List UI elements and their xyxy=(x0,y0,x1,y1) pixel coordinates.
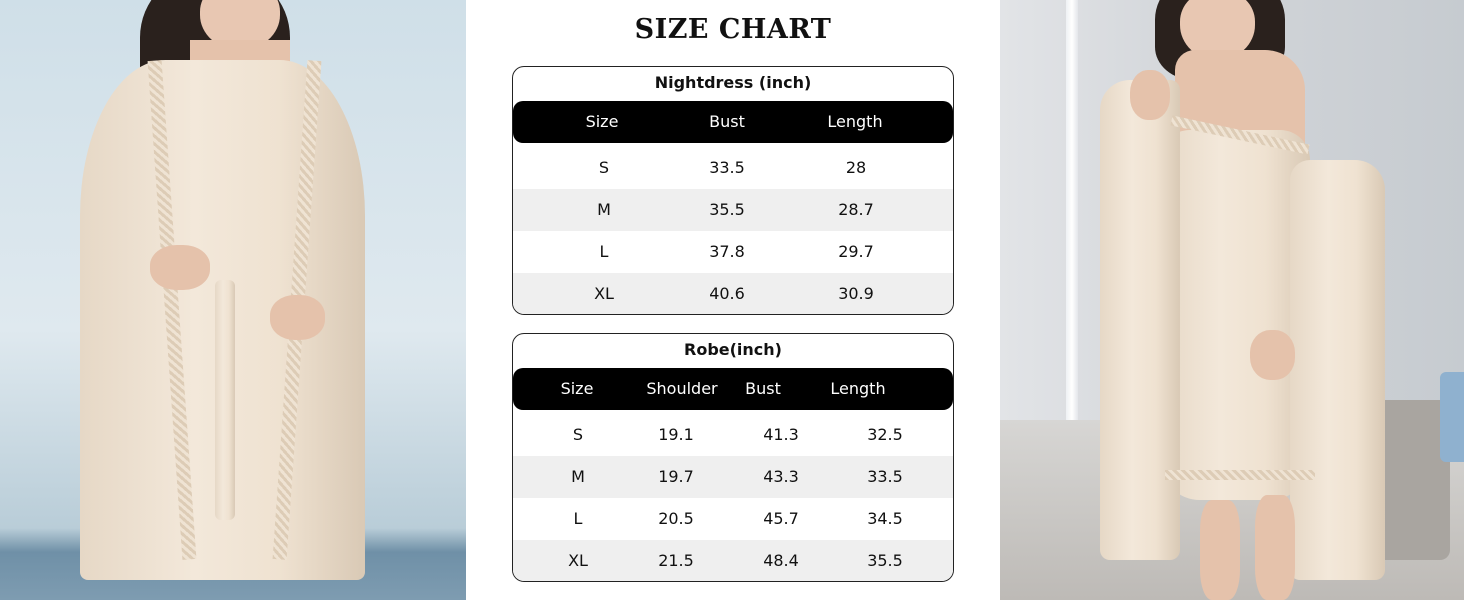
table-cell: 40.6 xyxy=(709,284,745,303)
table-cell: M xyxy=(571,467,585,486)
table-row xyxy=(513,231,953,273)
column-header: Size xyxy=(585,112,619,131)
model-hand xyxy=(1130,70,1170,120)
table-row xyxy=(513,540,953,582)
robe-size-table xyxy=(512,333,954,582)
satin-robe-sleeve xyxy=(1100,80,1180,560)
robe-table-title: Robe(inch) xyxy=(684,340,782,359)
table-cell: 30.9 xyxy=(838,284,874,303)
table-cell: 45.7 xyxy=(763,509,799,528)
column-header: Length xyxy=(827,112,883,131)
table-cell: S xyxy=(598,158,610,177)
table-cell: M xyxy=(597,200,611,219)
model-hand xyxy=(1250,330,1295,380)
table-cell: 41.3 xyxy=(763,425,799,444)
table-cell: 19.1 xyxy=(658,425,694,444)
column-header: Length xyxy=(830,379,886,398)
table-cell: 28 xyxy=(845,158,867,177)
table-row xyxy=(513,147,953,189)
table-row xyxy=(513,273,953,315)
blue-cushion xyxy=(1440,372,1464,462)
size-chart xyxy=(466,0,1000,600)
table-row xyxy=(513,456,953,498)
column-header: Size xyxy=(560,379,594,398)
table-cell: 32.5 xyxy=(867,425,903,444)
table-header-row xyxy=(513,101,953,143)
model-hand xyxy=(150,245,210,290)
product-photo-left xyxy=(0,0,466,600)
column-header: Shoulder xyxy=(646,379,718,398)
table-cell: L xyxy=(599,242,609,261)
model-leg xyxy=(1200,500,1240,600)
table-cell: 20.5 xyxy=(658,509,694,528)
robe-belt xyxy=(215,280,235,520)
table-cell: S xyxy=(572,425,584,444)
table-cell: 43.3 xyxy=(763,467,799,486)
table-cell: 37.8 xyxy=(709,242,745,261)
column-header: Bust xyxy=(745,379,781,398)
nightdress-table-title: Nightdress (inch) xyxy=(654,73,812,92)
table-cell: L xyxy=(573,509,583,528)
table-cell: 29.7 xyxy=(838,242,874,261)
table-cell: XL xyxy=(594,284,614,303)
table-cell: 33.5 xyxy=(867,467,903,486)
table-cell: 28.7 xyxy=(838,200,874,219)
column-header: Bust xyxy=(709,112,745,131)
table-cell: 21.5 xyxy=(658,551,694,570)
table-header-row xyxy=(513,368,953,410)
wall-light-strip xyxy=(1066,0,1078,420)
nightdress-lace-hem xyxy=(1165,470,1315,480)
product-photo-right xyxy=(1000,0,1464,600)
satin-robe-sleeve xyxy=(1290,160,1385,580)
table-cell: XL xyxy=(568,551,588,570)
model-leg xyxy=(1255,495,1295,600)
table-cell: 48.4 xyxy=(763,551,799,570)
table-cell: 35.5 xyxy=(709,200,745,219)
table-row xyxy=(513,189,953,231)
nightdress-size-table xyxy=(512,66,954,315)
size-chart-title: SIZE CHART xyxy=(634,14,832,45)
table-cell: 35.5 xyxy=(867,551,903,570)
model-hand xyxy=(270,295,325,340)
satin-nightdress xyxy=(1160,130,1310,500)
table-cell: 34.5 xyxy=(867,509,903,528)
table-row xyxy=(513,498,953,540)
table-cell: 33.5 xyxy=(709,158,745,177)
table-cell: 19.7 xyxy=(658,467,694,486)
table-row xyxy=(513,414,953,456)
